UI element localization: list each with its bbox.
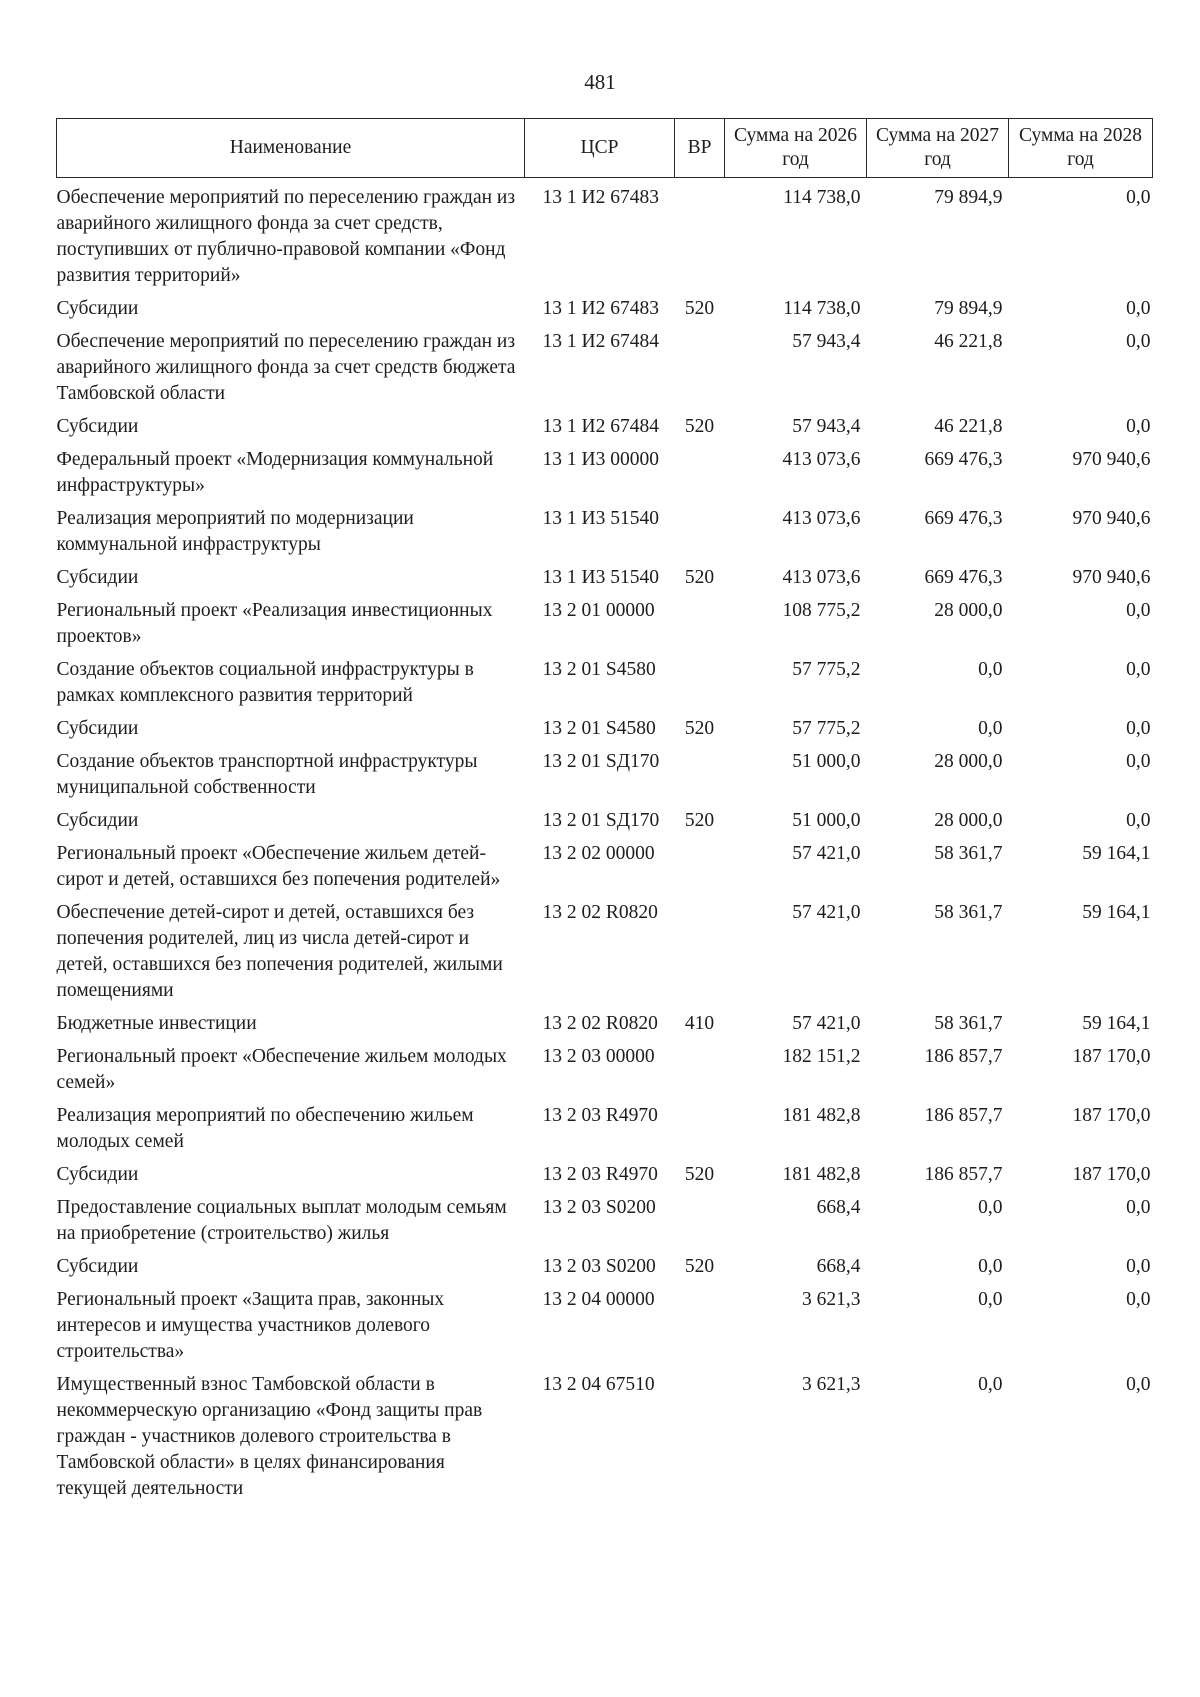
row-sum-2028: 0,0 [1126,1256,1151,1277]
row-csr: 13 1 И2 67484 [542,331,659,352]
row-sum-2027: 0,0 [978,659,1003,680]
table-row [57,1155,1153,1188]
row-sum-2028: 0,0 [1126,187,1151,208]
row-name: Создание объектов транспортной инфраструктуры муниципальной собственности [56,751,478,798]
row-sum-2026: 182 151,2 [782,1046,861,1067]
table-row [57,178,1153,290]
row-csr: 13 2 02 00000 [542,843,655,864]
row-vr: 520 [684,416,715,437]
row-sum-2026: 114 738,0 [783,298,861,319]
table-row [57,709,1153,742]
table-row [57,650,1153,709]
table-row [57,1037,1153,1096]
row-csr: 13 2 04 00000 [542,1289,655,1310]
row-csr: 13 2 03 R4970 [542,1164,658,1185]
row-csr: 13 1 И2 67483 [542,298,659,319]
row-csr: 13 2 03 R4970 [542,1105,658,1126]
row-sum-2026: 57 421,0 [792,902,861,923]
page-number: 481 [584,70,616,94]
row-sum-2027: 669 476,3 [924,508,1003,529]
row-name: Субсидии [56,298,139,319]
row-sum-2027: 28 000,0 [934,810,1003,831]
row-sum-2026: 3 621,3 [802,1289,861,1310]
row-sum-2028: 0,0 [1126,331,1151,352]
row-vr [675,834,725,893]
row-sum-2026: 57 943,4 [792,416,861,437]
row-sum-2026: 181 482,8 [782,1105,861,1126]
row-csr: 13 2 02 R0820 [542,902,658,923]
row-csr: 13 2 01 SД170 [542,751,660,772]
row-sum-2026: 57 421,0 [792,1013,861,1034]
row-vr: 520 [684,718,715,739]
row-sum-2027: 0,0 [978,1197,1003,1218]
row-vr: 520 [684,298,715,319]
row-name: Региональный проект «Реализация инвестиционных проектов» [56,600,493,647]
row-sum-2028: 187 170,0 [1072,1046,1151,1067]
row-sum-2027: 58 361,7 [934,843,1003,864]
row-vr [675,1096,725,1155]
row-sum-2026: 181 482,8 [782,1164,861,1185]
row-sum-2027: 28 000,0 [934,600,1003,621]
table-row [57,440,1153,499]
row-sum-2026: 413 073,6 [782,567,861,588]
row-csr: 13 2 03 S0200 [542,1197,656,1218]
row-sum-2028: 0,0 [1126,416,1151,437]
table-row [57,499,1153,558]
row-csr: 13 2 01 SД170 [542,810,660,831]
row-sum-2027: 79 894,9 [934,187,1003,208]
row-name: Субсидии [56,1164,139,1185]
row-name: Предоставление социальных выплат молодым семьям на приобретение (строительство) жилья [56,1197,507,1244]
row-vr: 520 [684,1164,715,1185]
header-sum-2027: Сумма на 2027 год [867,119,1009,178]
row-sum-2027: 79 894,9 [934,298,1003,319]
table-row [57,801,1153,834]
row-name: Реализация мероприятий по обеспечению жильем молодых семей [56,1105,474,1152]
row-sum-2026: 3 621,3 [802,1374,861,1395]
row-sum-2028: 59 164,1 [1082,902,1151,923]
row-vr: 520 [684,1256,715,1277]
row-sum-2026: 57 421,0 [792,843,861,864]
row-sum-2027: 0,0 [978,1256,1003,1277]
row-sum-2028: 0,0 [1126,600,1151,621]
row-sum-2026: 413 073,6 [782,508,861,529]
table-row [57,1004,1153,1037]
row-csr: 13 2 02 R0820 [542,1013,658,1034]
row-csr: 13 1 И2 67484 [542,416,659,437]
row-name: Субсидии [56,1256,139,1277]
row-sum-2026: 668,4 [816,1256,861,1277]
row-sum-2027: 58 361,7 [934,1013,1003,1034]
row-name: Субсидии [56,416,139,437]
row-sum-2028: 0,0 [1126,718,1151,739]
row-vr [675,1037,725,1096]
table-row [57,893,1153,1004]
row-name: Реализация мероприятий по модернизации коммунальной инфраструктуры [56,508,414,555]
row-vr [675,499,725,558]
table-row [57,1365,1153,1502]
row-csr: 13 1 И3 51540 [542,567,659,588]
row-csr: 13 2 01 S4580 [542,659,656,680]
row-vr: 520 [684,567,715,588]
table-row [57,1247,1153,1280]
row-csr: 13 1 И3 00000 [542,449,659,470]
table-row [57,591,1153,650]
row-vr [675,322,725,407]
row-csr: 13 1 И2 67483 [542,187,659,208]
row-sum-2027: 46 221,8 [934,331,1003,352]
row-sum-2027: 669 476,3 [924,567,1003,588]
row-sum-2028: 0,0 [1126,1197,1151,1218]
row-sum-2028: 187 170,0 [1072,1105,1151,1126]
row-name: Обеспечение детей-сирот и детей, оставшихся без попечения родителей, лиц из числа детей-сирот и детей, оставшихся без попечения родителей, жилыми помещениями [56,902,503,1001]
row-sum-2028: 970 940,6 [1072,508,1151,529]
row-vr: 410 [684,1013,715,1034]
row-sum-2027: 0,0 [978,1289,1003,1310]
row-vr [675,440,725,499]
row-sum-2027: 58 361,7 [934,902,1003,923]
row-name: Субсидии [56,718,139,739]
table-row [57,558,1153,591]
row-sum-2027: 46 221,8 [934,416,1003,437]
row-sum-2028: 0,0 [1126,659,1151,680]
row-sum-2026: 51 000,0 [792,751,861,772]
header-vr: ВР [675,119,725,178]
row-name: Обеспечение мероприятий по переселению граждан из аварийного жилищного фонда за счет средств бюджета Тамбовской области [56,331,516,404]
row-vr: 520 [684,810,715,831]
table-row [57,322,1153,407]
row-vr [675,178,725,290]
row-name: Субсидии [56,567,139,588]
row-sum-2026: 114 738,0 [783,187,861,208]
row-sum-2027: 28 000,0 [934,751,1003,772]
row-sum-2027: 0,0 [978,718,1003,739]
row-sum-2026: 413 073,6 [782,449,861,470]
row-sum-2028: 0,0 [1126,298,1151,319]
row-name: Региональный проект «Защита прав, законных интересов и имущества участников долевого строительства» [56,1289,445,1362]
header-name: Наименование [57,119,525,178]
row-sum-2027: 0,0 [978,1374,1003,1395]
row-sum-2028: 0,0 [1126,1374,1151,1395]
row-sum-2027: 186 857,7 [924,1105,1003,1126]
row-vr [675,591,725,650]
table-header-row [57,119,1153,178]
row-vr [675,1188,725,1247]
row-csr: 13 2 04 67510 [542,1374,655,1395]
table-row [57,834,1153,893]
row-sum-2028: 0,0 [1126,751,1151,772]
header-sum-2028: Сумма на 2028 год [1009,119,1153,178]
row-csr: 13 2 03 S0200 [542,1256,656,1277]
row-name: Имущественный взнос Тамбовской области в некоммерческую организацию «Фонд защиты прав граждан - участников долевого строительства в Тамбовской области» в целях финансирования текущей деятельности [56,1374,483,1499]
row-csr: 13 2 03 00000 [542,1046,655,1067]
row-name: Создание объектов социальной инфраструктуры в рамках комплексного развития территорий [56,659,474,706]
row-sum-2028: 970 940,6 [1072,567,1151,588]
row-sum-2028: 187 170,0 [1072,1164,1151,1185]
row-name: Субсидии [56,810,139,831]
row-sum-2027: 669 476,3 [924,449,1003,470]
header-sum-2026: Сумма на 2026 год [725,119,867,178]
row-name: Федеральный проект «Модернизация коммунальной инфраструктуры» [56,449,494,496]
table-row [57,742,1153,801]
row-sum-2028: 970 940,6 [1072,449,1151,470]
row-csr: 13 2 01 00000 [542,600,655,621]
row-name: Бюджетные инвестиции [56,1013,257,1034]
row-vr [675,742,725,801]
row-sum-2026: 57 775,2 [792,718,861,739]
row-vr [675,893,725,1004]
row-sum-2027: 186 857,7 [924,1046,1003,1067]
table-row [57,1280,1153,1365]
row-name: Региональный проект «Обеспечение жильем молодых семей» [56,1046,507,1093]
row-vr [675,650,725,709]
budget-table [56,118,1153,1502]
row-csr: 13 1 И3 51540 [542,508,659,529]
table-row [57,407,1153,440]
table-row [57,289,1153,322]
row-sum-2028: 0,0 [1126,1289,1151,1310]
row-sum-2028: 0,0 [1126,810,1151,831]
table-row [57,1096,1153,1155]
row-name: Региональный проект «Обеспечение жильем детей-сирот и детей, оставшихся без попечения родителей» [56,843,501,890]
row-name: Обеспечение мероприятий по переселению граждан из аварийного жилищного фонда за счет средств, поступивших от публично-правовой компании «Фонд развития территорий» [56,187,516,286]
row-sum-2028: 59 164,1 [1082,1013,1151,1034]
table-row [57,1188,1153,1247]
row-sum-2027: 186 857,7 [924,1164,1003,1185]
row-sum-2026: 108 775,2 [782,600,861,621]
row-csr: 13 2 01 S4580 [542,718,656,739]
row-sum-2026: 57 775,2 [792,659,861,680]
row-sum-2026: 51 000,0 [792,810,861,831]
row-sum-2026: 668,4 [816,1197,861,1218]
row-vr [675,1365,725,1502]
row-sum-2028: 59 164,1 [1082,843,1151,864]
row-vr [675,1280,725,1365]
header-csr: ЦСР [525,119,675,178]
row-sum-2026: 57 943,4 [792,331,861,352]
